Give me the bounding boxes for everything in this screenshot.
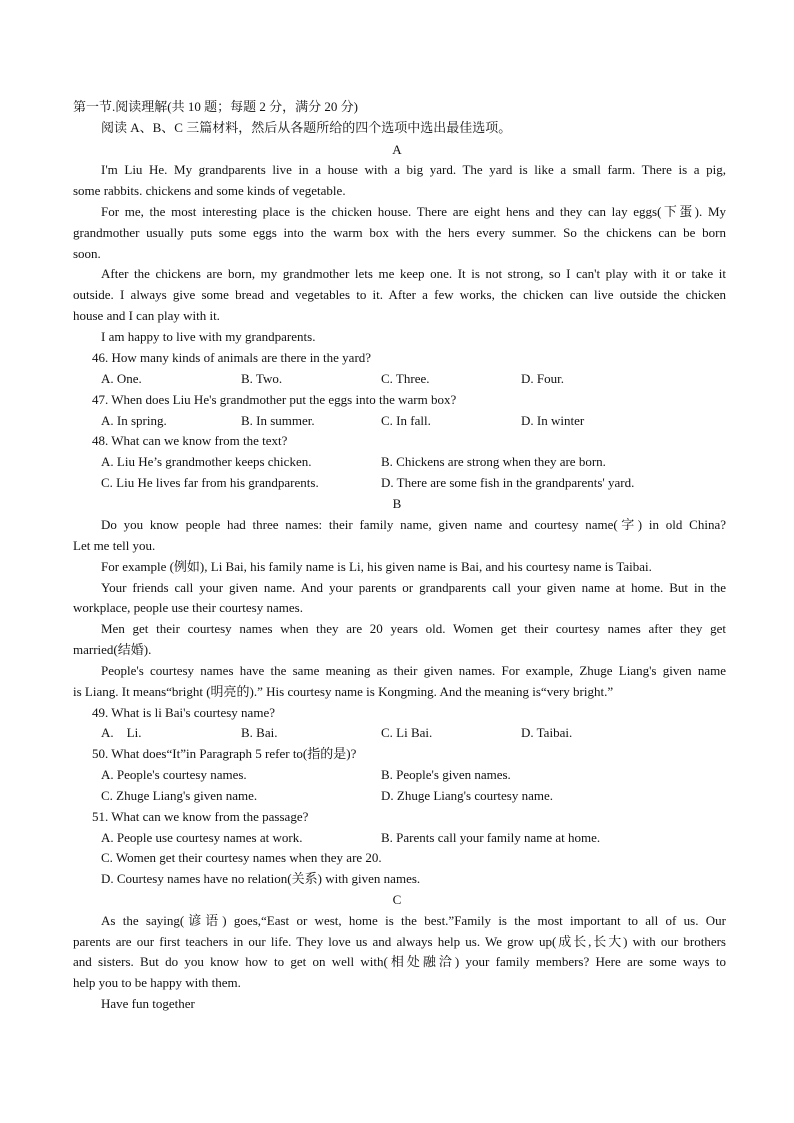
passage-b-line: For example (例如), Li Bai, his family name is Li, his given name is Bai, and his courtesy name is Taibai. (101, 559, 652, 574)
passage-c-line: As the saying(谚语) goes,“East or west, home is the best.”Family is the most important to all of us. Our (101, 913, 726, 928)
question-49-stem: 49. What is li Bai's courtesy name? (92, 705, 275, 720)
question-51-option-c: C. Women get their courtesy names when they are 20. (101, 850, 382, 865)
passage-b-line: Do you know people had three names: their family name, given name and courtesy name(字) in old China? (101, 517, 726, 532)
passage-a-label: A (392, 142, 402, 157)
question-50-option-c: C. Zhuge Liang's given name. (101, 788, 258, 803)
passage-b-line: Your friends call your given name. And your parents or grandparents call your given name at home. But in the (101, 580, 726, 595)
question-51-option-b: B. Parents call your family name at home. (381, 830, 601, 845)
question-47-option-b: B. In summer. (241, 413, 315, 428)
question-46-option-a: A. One. (101, 371, 142, 386)
question-46-option-d: D. Four. (521, 371, 564, 386)
question-49-option-d: D. Taibai. (521, 725, 573, 740)
question-50-option-b: B. People's given names. (381, 767, 511, 782)
question-49-option-b: B. Bai. (241, 725, 278, 740)
passage-a-line: outside. I always give some bread and vegetables to it. After a few works, the chicken can live outside the chicken (73, 287, 726, 302)
passage-a-line: soon. (73, 246, 101, 261)
question-50-option-d: D. Zhuge Liang's courtesy name. (381, 788, 554, 803)
question-46-option-b: B. Two. (241, 371, 283, 386)
passage-b-line: is Liang. It means“bright (明亮的).” His courtesy name is Kongming. And the meaning is“very bright.” (73, 684, 614, 699)
passage-a-line: grandmother usually puts some eggs into the warm box with the hers every summer. So the chickens can be born (73, 225, 726, 240)
passage-c-line: parents are our first teachers in our life. They love us and always help us. We grow up(成长,长大) with our brothers (73, 934, 726, 949)
question-46-stem: 46. How many kinds of animals are there in the yard? (92, 350, 372, 365)
question-48-stem: 48. What can we know from the text? (92, 433, 288, 448)
passage-b-line: married(结婚). (73, 642, 152, 657)
question-48-option-c: C. Liu He lives far from his grandparents. (101, 475, 319, 490)
question-48-option-d: D. There are some fish in the grandparents' yard. (381, 475, 635, 490)
passage-b-label: B (392, 496, 402, 511)
question-47-option-a: A. In spring. (101, 413, 167, 428)
question-49-option-a: A. Li. (101, 725, 142, 740)
question-51-option-d: D. Courtesy names have no relation(关系) with given names. (101, 871, 421, 886)
question-50-option-a: A. People's courtesy names. (101, 767, 247, 782)
question-49-option-c: C. Li Bai. (381, 725, 433, 740)
question-48-option-a: A. Liu He’s grandmother keeps chicken. (101, 454, 312, 469)
question-51-stem: 51. What can we know from the passage? (92, 809, 309, 824)
section-heading: 第一节.阅读理解(共 10 题；每题 2 分，满分 20 分) (73, 99, 358, 114)
passage-a-line: After the chickens are born, my grandmother lets me keep one. It is not strong, so I can't play with it or take it (101, 266, 726, 281)
passage-a-line: I am happy to live with my grandparents. (101, 329, 316, 344)
question-50-stem: 50. What does“It”in Paragraph 5 refer to(指的是)? (92, 746, 357, 761)
question-47-option-c: C. In fall. (381, 413, 431, 428)
passage-c-line: help you to be happy with them. (73, 975, 241, 990)
question-46-option-c: C. Three. (381, 371, 430, 386)
passage-b-line: workplace, people use their courtesy names. (73, 600, 303, 615)
question-48-option-b: B. Chickens are strong when they are born. (381, 454, 606, 469)
passage-a-line: I'm Liu He. My grandparents live in a house with a big yard. The yard is like a small farm. There is a pig, (101, 162, 726, 177)
passage-a-line: some rabbits. chickens and some kinds of vegetable. (73, 183, 346, 198)
passage-b-line: Men get their courtesy names when they are 20 years old. Women get their courtesy names after they get (101, 621, 726, 636)
passage-b-line: Let me tell you. (73, 538, 156, 553)
passage-c-line: and sisters. But do you know how to get on well with(相处融洽) your family members? Here are some ways to (73, 954, 726, 969)
section-instruction: 阅读 A、B、C 三篇材料，然后从各题所给的四个选项中选出最佳选项。 (101, 120, 512, 135)
question-47-stem: 47. When does Liu He's grandmother put the eggs into the warm box? (92, 392, 457, 407)
passage-c-subheading: Have fun together (101, 996, 195, 1011)
question-51-option-a: A. People use courtesy names at work. (101, 830, 303, 845)
passage-b-line: People's courtesy names have the same meaning as their given names. For example, Zhuge Liang's given name (101, 663, 726, 678)
passage-a-line: house and I can play with it. (73, 308, 220, 323)
passage-c-label: C (392, 892, 402, 907)
question-47-option-d: D. In winter (521, 413, 585, 428)
passage-a-line: For me, the most interesting place is the chicken house. There are eight hens and they can lay eggs(下蛋). My (101, 204, 727, 219)
